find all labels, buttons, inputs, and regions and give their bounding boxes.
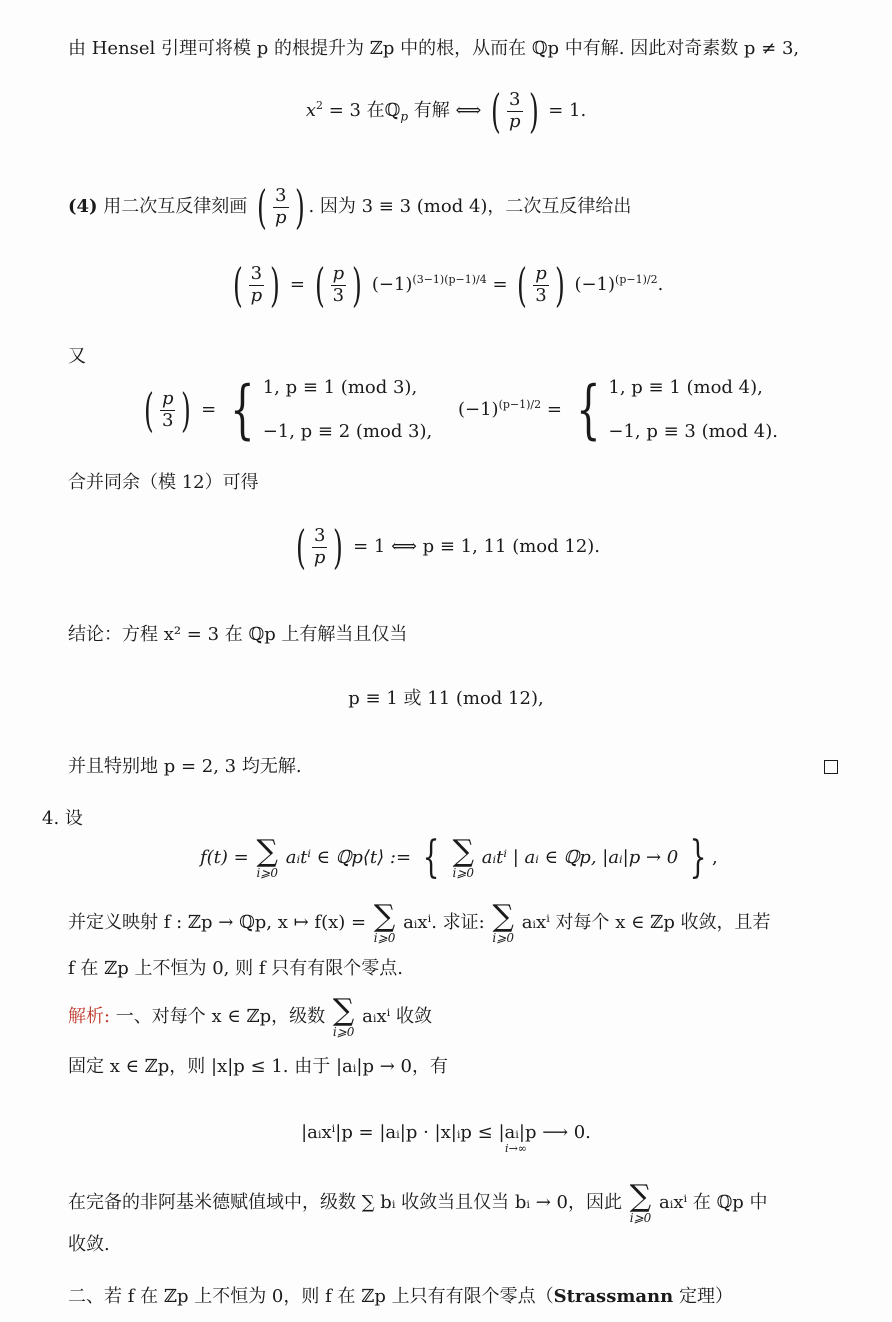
text-converge: 收敛. <box>68 1234 110 1255</box>
problem-4-label: 4. 设 <box>42 808 83 829</box>
text-fix-x: 固定 x ∈ ℤp，则 |x|p ≤ 1. 由于 |aᵢ|p → 0，有 <box>68 1056 448 1077</box>
equation-x2-3: $x^2 = 3$ 在ℚ$_p$ 有解 ⟺ ( $\frac{3}{p}$ ) = 1. <box>305 84 587 138</box>
text-conclusion: 结论：方程 x² = 3 在 ℚp 上有解当且仅当 <box>68 624 408 645</box>
text-special: 并且特别地 p = 2, 3 均无解. <box>68 756 302 777</box>
part-two-heading: 二、若 f 在 ℤp 上不恒为 0，则 f 在 ℤp 上只有有限个零点（Strassmann 定理） <box>68 1286 733 1307</box>
equation-conclusion: p ≡ 1 或 11 (mod 12), <box>348 688 544 709</box>
equation-f-def: f(t) = ∑ i⩾0 aᵢtⁱ ∈ ℚp⟨t⟩ := { ∑ i⩾0 aᵢtⁱ | aᵢ ∈ ℚp, |aᵢ|p → 0 } , <box>200 832 718 883</box>
equation-cases-mod3: ( $\frac{p}{3}$ ) = { 1, p ≡ 1 (mod 3), −1, p ≡ 2 (mod 3), <box>144 373 433 447</box>
equation-mod12: ( $\frac{3}{p}$ ) = 1 ⟺ p ≡ 1, 11 (mod 12). <box>296 520 601 574</box>
equation-inequality: |aᵢxⁱ|p = |aᵢ|p · |x|ᵢp ≤ |aᵢ|p ⟶ 0. i→∞ <box>301 1122 591 1155</box>
text-map-def: 并定义映射 f : ℤp → ℚp, x ↦ f(x) = ∑ i⩾0 aᵢxⁱ. 求证: ∑ i⩾0 aᵢxⁱ 对每个 x ∈ ℤp 收敛，且若 <box>68 899 771 945</box>
text-complete-field: 在完备的非阿基米德赋值域中，级数 ∑ bᵢ 收敛当且仅当 bᵢ → 0，因此 ∑ i⩾0 aᵢxⁱ 在 ℚp 中 <box>68 1179 768 1225</box>
analysis-heading: 解析: 一、对每个 x ∈ ℤp，级数 ∑ i⩾0 aᵢxⁱ 收敛 <box>68 993 432 1039</box>
text-map-line2: f 在 ℤp 上不恒为 0, 则 f 只有有限个零点. <box>68 958 403 979</box>
equation-cases-mod4: $(-1)^{(p-1)/2}$ = { 1, p ≡ 1 (mod 4), −1, p ≡ 3 (mod 4). <box>458 373 778 447</box>
text-you: 又 <box>68 346 86 367</box>
text-combine: 合并同余（模 12）可得 <box>68 472 259 493</box>
text-line-hensel: 由 Hensel 引理可将模 p 的根提升为 ℤp 中的根，从而在 ℚp 中有解. 因此对奇素数 p ≠ 3, <box>68 38 800 59</box>
section-4-heading: (4) 用二次互反律刻画 ( $\frac{3}{p}$ ) . 因为 3 ≡ 3 (mod 4)，二次互反律给出 <box>68 180 632 234</box>
qed-box-icon <box>824 760 838 774</box>
equation-reciprocity: ( $\frac{3}{p}$ ) = ( $\frac{p}{3}$ ) $(-1)^{(3-1)(p-1)/4}$ = ( $\frac{p}{3}$ ) $(-1)^{(p-1)/2}$. <box>232 258 664 312</box>
